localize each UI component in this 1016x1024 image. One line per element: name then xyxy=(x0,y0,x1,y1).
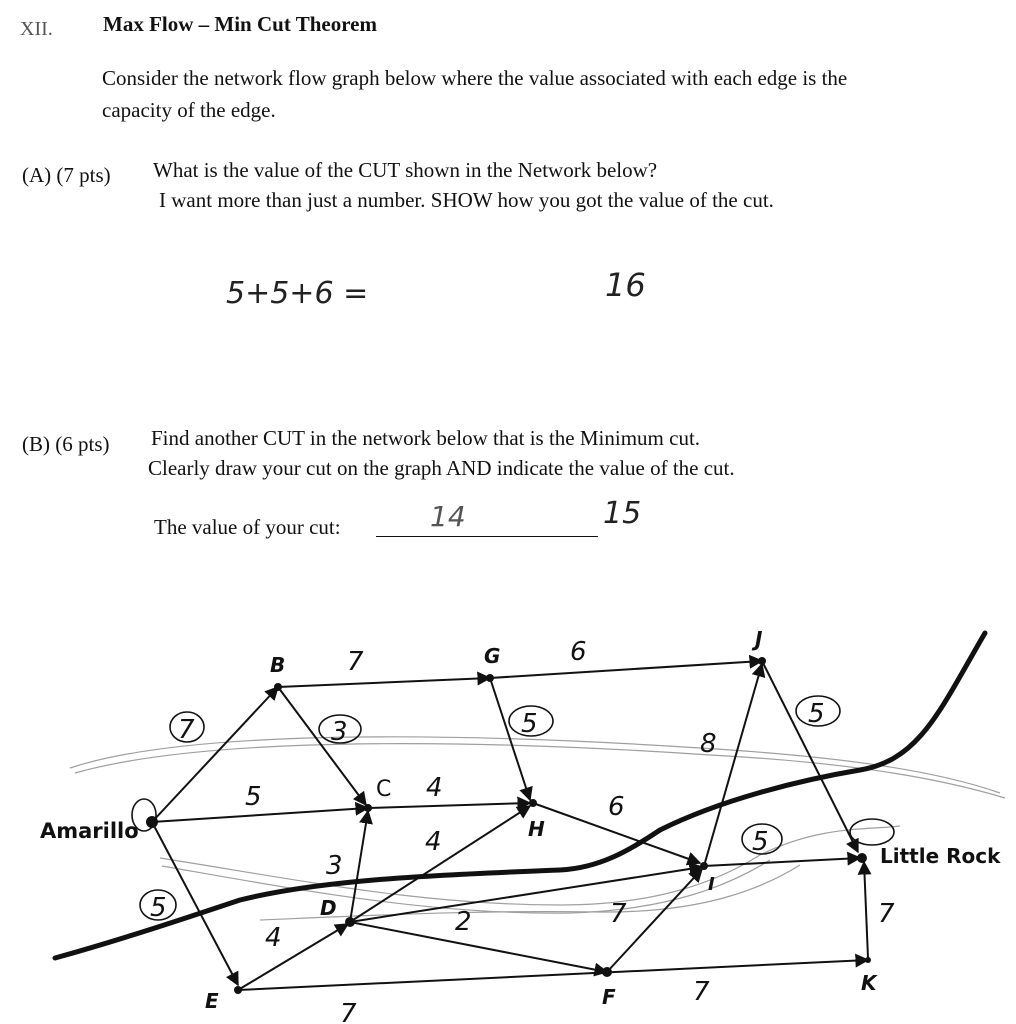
part-b-question-line2: Clearly draw your cut on the graph AND indicate the value of the cut. xyxy=(148,456,735,480)
node-little-rock xyxy=(857,853,867,863)
cut-value-label: The value of your cut: xyxy=(154,515,341,539)
cap-dh: 4 xyxy=(425,827,442,857)
part-b-label: (B) (6 pts) xyxy=(22,432,110,456)
cap-ed: 4 xyxy=(265,923,282,953)
intro-text: Consider the network flow graph below where the value associated with each edge is the capacity of the edge. xyxy=(102,66,848,122)
edge-e-d xyxy=(238,924,348,990)
cap-bc: 3 xyxy=(331,717,348,747)
cut-value-handwritten: 14 xyxy=(430,500,466,533)
edge-d-i xyxy=(350,867,702,922)
cap-jl: 5 xyxy=(808,699,825,729)
node-label-amarillo: Amarillo xyxy=(40,819,139,843)
node-label-g: G xyxy=(484,644,501,668)
circle-lr-5 xyxy=(850,819,894,845)
part-a-question-line2: I want more than just a number. SHOW how you got the value of the cut. xyxy=(159,188,774,212)
node-d xyxy=(345,917,355,927)
edge-i-lr xyxy=(704,858,860,866)
node-label-f: F xyxy=(602,985,616,1009)
edge-e-k xyxy=(238,960,868,990)
node-label-little-rock: Little Rock xyxy=(880,844,1001,868)
node-label-j: J xyxy=(755,627,763,651)
part-a-question-line1: What is the value of the CUT shown in the Network below? xyxy=(153,158,658,182)
edge-d-h xyxy=(350,806,530,922)
section-title: Max Flow – Min Cut Theorem xyxy=(103,12,377,36)
node-label-c: C xyxy=(376,777,392,802)
edge-j-lr xyxy=(762,661,858,852)
node-label-h: H xyxy=(528,817,545,841)
section-number: XII. xyxy=(20,18,53,40)
cap-ac: 5 xyxy=(245,782,262,812)
cap-gh: 5 xyxy=(521,709,538,739)
cap-ae: 5 xyxy=(150,893,167,923)
cap-gj: 6 xyxy=(570,637,587,667)
edge-k-lr xyxy=(864,862,868,958)
node-label-k: K xyxy=(861,971,877,995)
network-graph xyxy=(0,600,1016,1024)
cut-value-handwritten-2: 15 xyxy=(603,496,642,531)
node-label-i: I xyxy=(708,874,715,895)
part-a-label: (A) (7 pts) xyxy=(22,163,111,187)
edge-c-h xyxy=(368,803,530,808)
node-h xyxy=(529,799,537,807)
cut-value-answer-line xyxy=(376,536,598,537)
cap-ek: 7 xyxy=(340,999,357,1024)
cap-hi: 6 xyxy=(608,792,625,822)
cap-di: 2 xyxy=(455,907,472,937)
node-i xyxy=(700,862,708,870)
node-c xyxy=(364,804,372,812)
cap-ab: 7 xyxy=(178,715,195,745)
cap-ch: 4 xyxy=(426,773,443,803)
cap-kl: 7 xyxy=(878,899,895,929)
cap-ij: 8 xyxy=(700,729,717,759)
node-e xyxy=(234,986,242,994)
part-b-question-line1: Find another CUT in the network below that is the Minimum cut. xyxy=(151,426,701,450)
node-g xyxy=(486,674,494,682)
node-j xyxy=(758,657,766,665)
edge-d-c xyxy=(350,811,368,922)
node-b xyxy=(274,683,282,691)
node-label-d: D xyxy=(320,896,337,920)
edge-b-g xyxy=(278,678,490,687)
cap-bg: 7 xyxy=(347,647,364,677)
cap-il: 5 xyxy=(752,827,769,857)
node-label-b: B xyxy=(270,653,286,677)
part-a-handwritten-work: 5+5+6 = xyxy=(226,276,369,311)
node-label-e: E xyxy=(205,989,219,1013)
edge-g-j xyxy=(490,661,762,678)
cap-dc: 3 xyxy=(326,851,343,881)
cap-df: 7 xyxy=(610,899,627,929)
node-f xyxy=(602,967,612,977)
edge-d-f xyxy=(350,922,607,972)
cut-curve xyxy=(55,633,985,958)
part-a-handwritten-answer: 16 xyxy=(605,266,646,304)
cap-fi: 7 xyxy=(693,977,710,1007)
node-k xyxy=(865,957,871,963)
